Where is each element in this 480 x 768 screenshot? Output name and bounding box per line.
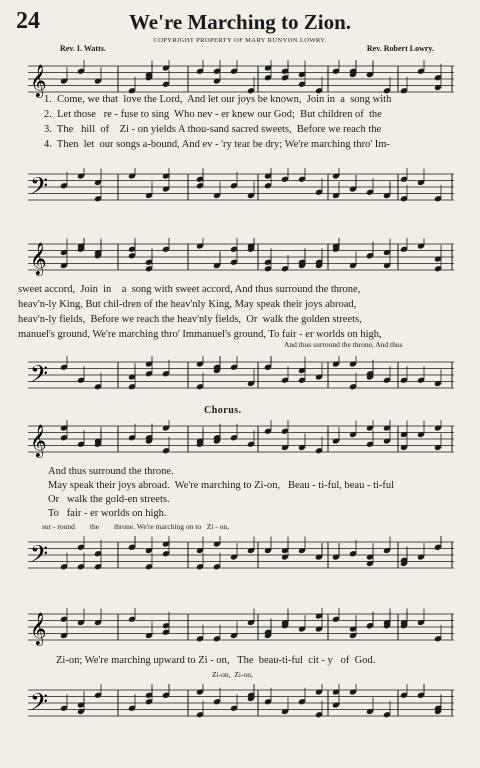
staff-lines (28, 608, 454, 646)
verse2-line-4: manuel's ground, We're marching thro' Immanuel's ground, To fair - er worlds on high, (18, 329, 382, 340)
final-line: Zi-on; We're marching upward to Zi - on, The beau-ti-ful cit - y of God. (56, 655, 376, 666)
clef-icon: 𝄢 (30, 688, 49, 721)
chorus-line-4: To fair - er worlds on high. (48, 508, 167, 519)
treble-staff-3 (28, 420, 454, 458)
bass-cue-2: And thus surround the throne, And thus (284, 340, 403, 349)
clef-icon: 𝄞 (30, 242, 47, 275)
bass-staff-4 (28, 684, 454, 722)
bass-cue-3: sur - round the throne. We're marching on to Zi - on, (42, 522, 230, 531)
bass-staff-1 (28, 168, 454, 206)
lyricist-credit: Rev. I. Watts. (60, 44, 106, 53)
treble-staff-1 (28, 60, 454, 98)
clef-icon: 𝄢 (30, 540, 49, 573)
staff-lines (28, 536, 454, 574)
staff-lines (28, 168, 454, 206)
clef-icon: 𝄞 (30, 612, 47, 645)
clef-icon: 𝄢 (30, 172, 49, 205)
staff-lines (28, 356, 454, 394)
bass-staff-2 (28, 356, 454, 394)
chorus-line-1: And thus surround the throne. (48, 466, 174, 477)
hymn-number: 24 (16, 8, 40, 34)
bass-cue-4: Zi-on, Zi-on, (212, 670, 253, 679)
treble-staff-2 (28, 238, 454, 276)
clef-icon: 𝄢 (30, 360, 49, 393)
clef-icon: 𝄞 (30, 64, 47, 97)
verse-line-4: 4. Then let our songs a-bound, And ev - 'ry tear be dry; We're marching thro' Im- (44, 139, 390, 150)
staff-lines (28, 238, 454, 276)
chorus-line-2: May speak their joys abroad. We're marching to Zi-on, Beau - ti-ful, beau - ti-ful (48, 480, 395, 491)
verse2-line-3: heav'n-ly fields, Before we reach the heav'nly fields, Or walk the golden streets, (18, 314, 362, 325)
verse-line-1: 1. Come, we that love the Lord, And let our joys be known, Join in a song with (44, 94, 392, 105)
verse-line-3: 3. The hill of Zi - on yields A thou-sand sacred sweets, Before we reach the (44, 124, 382, 135)
staff-lines (28, 60, 454, 98)
clef-icon: 𝄞 (30, 424, 47, 457)
staff-lines (28, 684, 454, 722)
hymn-title: We're Marching to Zion. (128, 10, 352, 34)
chorus-label: Chorus. (204, 405, 242, 416)
verse2-line-1: sweet accord, Join in a song with sweet accord, And thus surround the throne, (18, 284, 361, 295)
verse-line-2: 2. Let those re - fuse to sing Who nev - er knew our God; But children of the (44, 109, 382, 120)
chorus-line-3: Or walk the gold-en streets. (48, 494, 170, 505)
composer-credit: Rev. Robert Lowry. (366, 44, 434, 53)
verse2-line-2: heav'n-ly King, But chil-dren of the heav'nly King, May speak their joys abroad, (18, 299, 357, 310)
copyright-notice: COPYRIGHT PROPERTY OF MARY RUNYON LOWRY. (153, 37, 327, 44)
bass-staff-3 (28, 536, 454, 574)
treble-staff-4 (28, 608, 454, 646)
staff-lines (28, 420, 454, 458)
